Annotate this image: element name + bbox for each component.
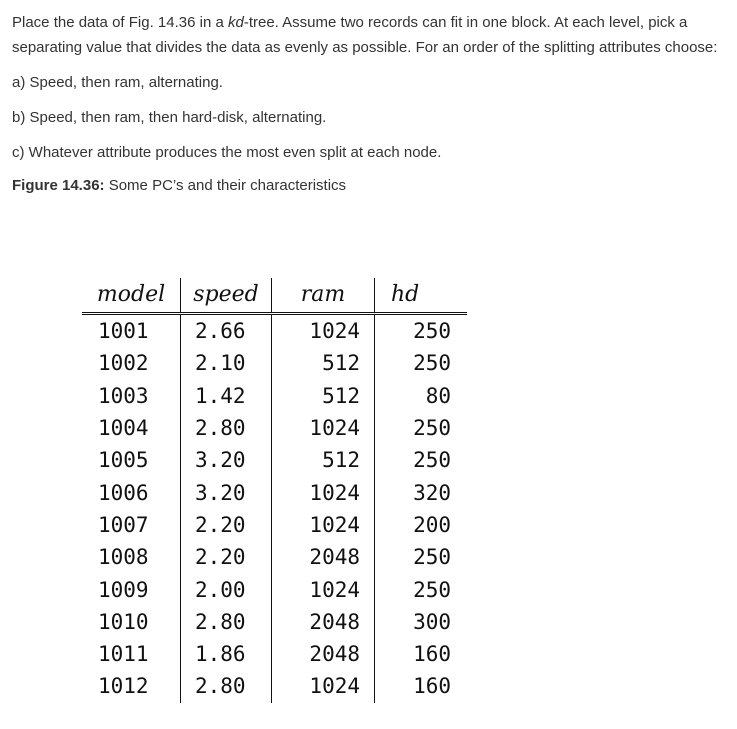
cell-speed: 2.20 (181, 541, 272, 573)
cell-speed: 3.20 (181, 444, 272, 476)
cell-speed: 2.00 (181, 573, 272, 605)
table-row (82, 314, 467, 348)
cell-hd: 250 (413, 448, 451, 473)
table-row (82, 347, 467, 379)
cell-ram: 1024 (272, 314, 375, 348)
cell-model: 1004 (82, 412, 181, 444)
cell-hd: 250 (413, 545, 451, 570)
part-b: b) Speed, then ram, then hard-disk, alternating. (12, 109, 327, 126)
cell-speed: 3.20 (181, 476, 272, 508)
intro-kd: kd (227, 14, 244, 31)
table-row (82, 476, 467, 508)
cell-model: 1002 (82, 347, 181, 379)
cell-model: 1001 (82, 314, 181, 348)
caption-label: Figure 14.36: (12, 177, 105, 194)
table-header-row (82, 278, 467, 314)
cell-hd: 320 (413, 480, 451, 505)
cell-speed: 1.42 (181, 380, 272, 412)
cell-ram: 512 (272, 380, 375, 412)
table-row (82, 444, 467, 476)
cell-model: 1007 (82, 509, 181, 541)
intro-pre: Place the data of Fig. 14.36 in a (12, 14, 228, 31)
cell-ram: 512 (272, 444, 375, 476)
cell-hd: 250 (413, 351, 451, 376)
cell-hd: 200 (413, 512, 451, 537)
cell-ram: 1024 (272, 412, 375, 444)
cell-speed: 1.86 (181, 638, 272, 670)
table-row (82, 509, 467, 541)
cell-speed: 2.10 (181, 347, 272, 379)
cell-speed: 2.80 (181, 606, 272, 638)
cell-hd: 300 (413, 609, 451, 634)
cell-hd: 160 (413, 674, 451, 699)
table-row (82, 670, 467, 702)
cell-model: 1011 (82, 638, 181, 670)
caption-text: Some PC’s and their characteristics (104, 177, 347, 194)
cell-speed: 2.20 (181, 509, 272, 541)
table-row (82, 412, 467, 444)
cell-hd: 250 (413, 577, 451, 602)
problem-statement (12, 10, 724, 197)
cell-ram: 512 (272, 347, 375, 379)
cell-model: 1012 (82, 670, 181, 702)
table-row (82, 606, 467, 638)
part-a: a) Speed, then ram, alternating. (12, 74, 223, 91)
cell-ram: 2048 (272, 541, 375, 573)
cell-model: 1010 (82, 606, 181, 638)
cell-hd: 250 (375, 314, 468, 348)
table-row (82, 380, 467, 412)
cell-model: 1006 (82, 476, 181, 508)
cell-model: 1008 (82, 541, 181, 573)
header-hd: hd (391, 281, 420, 307)
intro-post: -tree. Assume two records can fit in one block. At each level, pick a separating value that divides the data as evenly as possible. For an order of the splitting attributes choose: (12, 14, 718, 56)
cell-ram: 1024 (272, 509, 375, 541)
pc-table (82, 278, 467, 703)
cell-hd: 80 (425, 383, 451, 408)
cell-model: 1009 (82, 573, 181, 605)
table-body (82, 314, 467, 703)
header-model: model (82, 278, 181, 314)
cell-speed: 2.66 (181, 314, 272, 348)
cell-ram: 1024 (272, 573, 375, 605)
cell-ram: 1024 (272, 476, 375, 508)
cell-model: 1005 (82, 444, 181, 476)
cell-speed: 2.80 (181, 412, 272, 444)
cell-speed: 2.80 (181, 670, 272, 702)
table-row (82, 573, 467, 605)
figure-caption (12, 175, 724, 197)
cell-ram: 2048 (272, 638, 375, 670)
cell-ram: 1024 (272, 670, 375, 702)
header-speed: speed (181, 278, 272, 314)
table-row (82, 638, 467, 670)
header-ram: ram (272, 278, 375, 314)
cell-hd: 250 (413, 416, 451, 441)
cell-ram: 2048 (272, 606, 375, 638)
problem-intro (12, 10, 724, 60)
table-row (82, 541, 467, 573)
part-c: c) Whatever attribute produces the most even split at each node. (12, 144, 442, 161)
cell-hd: 160 (413, 642, 451, 667)
cell-model: 1003 (82, 380, 181, 412)
